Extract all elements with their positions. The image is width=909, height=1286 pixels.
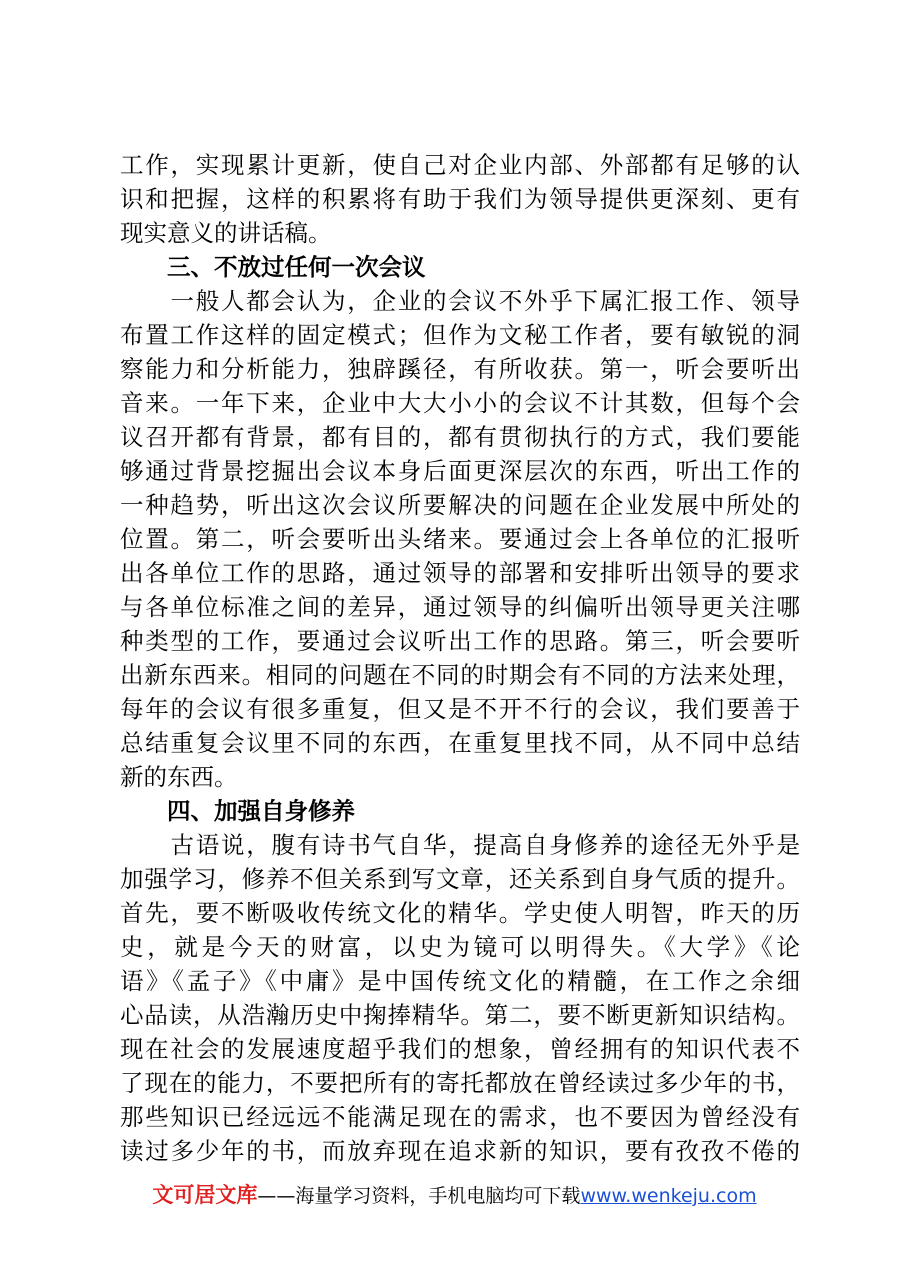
paragraph-line: 现在社会的发展速度超乎我们的想象，曾经拥有的知识代表不: [120, 1035, 800, 1063]
paragraph-line: 读过多少年的书，而放弃现在追求新的知识，要有孜孜不倦的: [120, 1137, 800, 1165]
paragraph-line: 现实意义的讲话稿。: [120, 219, 332, 247]
paragraph-line: 察能力和分析能力，独辟蹊径，有所收获。第一，听会要听出: [120, 355, 800, 383]
paragraph-line: 心品读，从浩瀚历史中掬捧精华。第二，要不断更新知识结构。: [120, 1001, 800, 1029]
paragraph-line: 种类型的工作，要通过会议听出工作的思路。第三，听会要听: [120, 627, 800, 655]
paragraph-line: 议召开都有背景，都有目的，都有贯彻执行的方式，我们要能: [120, 423, 800, 451]
paragraph-line: 史，就是今天的财富，以史为镜可以明得失。《大学》《论: [120, 933, 800, 961]
paragraph-line: 布置工作这样的固定模式；但作为文秘工作者，要有敏锐的洞: [120, 321, 800, 349]
paragraph-line: 加强学习，修养不但关系到写文章，还关系到自身气质的提升。: [120, 865, 800, 893]
paragraph-line: 够通过背景挖掘出会议本身后面更深层次的东西，听出工作的: [120, 457, 800, 485]
paragraph-line: 音来。一年下来，企业中大大小小的会议不计其数，但每个会: [120, 389, 800, 417]
footer-banner: [0, 1180, 909, 1211]
paragraph-line: 出新东西来。相同的问题在不同的时期会有不同的方法来处理，: [120, 661, 800, 689]
paragraph-line: 首先，要不断吸收传统文化的精华。学史使人明智，昨天的历: [120, 899, 800, 927]
paragraph-line: 了现在的能力，不要把所有的寄托都放在曾经读过多少年的书，: [120, 1069, 800, 1097]
paragraph-line: 出各单位工作的思路，通过领导的部署和安排听出领导的要求: [120, 559, 800, 587]
paragraph-line: 古语说，腹有诗书气自华，提高自身修养的途径无外乎是: [120, 831, 800, 859]
paragraph-line: 一般人都会认为，企业的会议不外乎下属汇报工作、领导: [120, 287, 800, 315]
paragraph-line: 工作，实现累计更新，使自己对企业内部、外部都有足够的认: [120, 151, 800, 179]
paragraph-line: 位置。第二，听会要听出头绪来。要通过会上各单位的汇报听: [120, 525, 800, 553]
paragraph-line: 与各单位标准之间的差异，通过领导的纠偏听出领导更关注哪: [120, 593, 800, 621]
paragraph-line: 总结重复会议里不同的东西，在重复里找不同，从不同中总结: [120, 729, 800, 757]
section-heading: 四、加强自身修养: [167, 797, 355, 825]
paragraph-line: 识和把握，这样的积累将有助于我们为领导提供更深刻、更有: [120, 185, 800, 213]
footer-brand: 文可居文库: [152, 1183, 258, 1207]
paragraph-line: 每年的会议有很多重复，但又是不开不行的会议，我们要善于: [120, 695, 800, 723]
paragraph-line: 语》《孟子》《中庸》是中国传统文化的精髓，在工作之余细: [120, 967, 800, 995]
paragraph-line: 那些知识已经远远不能满足现在的需求，也不要因为曾经没有: [120, 1103, 800, 1131]
paragraph-line: 新的东西。: [120, 763, 238, 791]
document-body: [120, 148, 800, 1168]
section-heading: 三、不放过任何一次会议: [167, 253, 426, 281]
footer-url-link[interactable]: www.wenkeju.com: [580, 1185, 757, 1207]
footer-tagline: ——海量学习资料，手机电脑均可下载: [257, 1185, 581, 1207]
paragraph-line: 一种趋势，听出这次会议所要解决的问题在企业发展中所处的: [120, 491, 800, 519]
